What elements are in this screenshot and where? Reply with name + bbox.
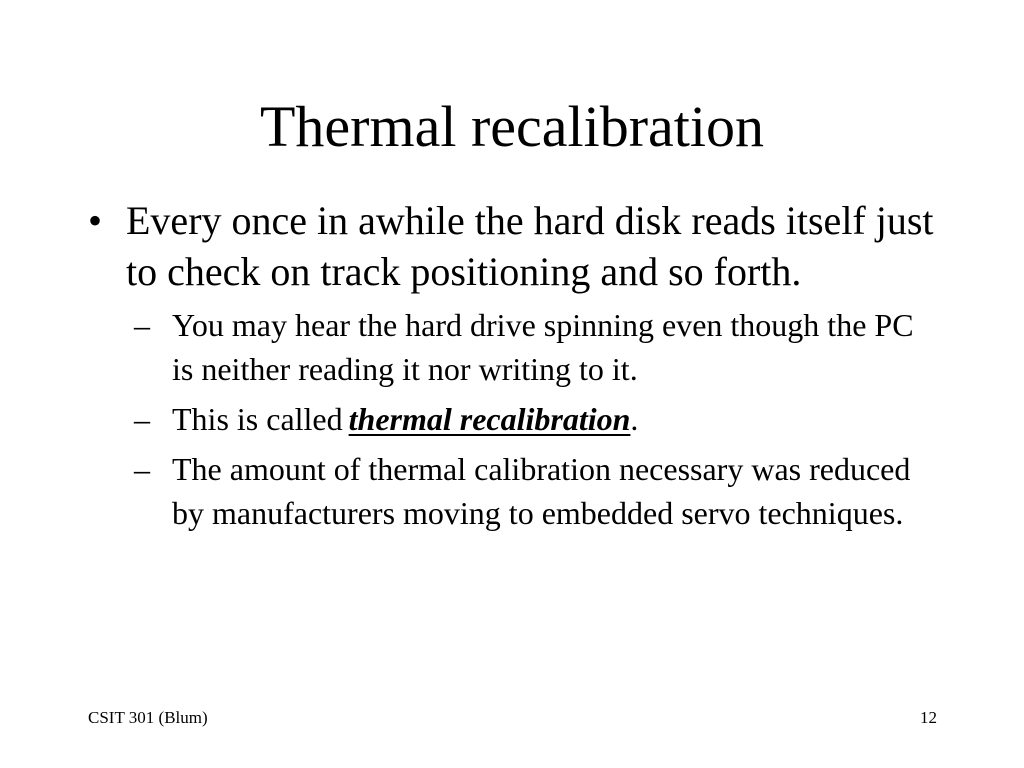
sub-bullet-marker: –	[134, 451, 150, 487]
bullet-text: Every once in awhile the hard disk reads itself just to check on track positioning and so forth.	[126, 198, 934, 294]
sub-bullet-item	[134, 397, 938, 441]
slide-title: Thermal recalibration	[259, 94, 765, 159]
sub-bullet-item	[134, 303, 938, 391]
footer-course-label: CSIT 301 (Blum)	[88, 708, 208, 727]
slide-body	[88, 195, 938, 541]
slide-number: 12	[920, 708, 937, 727]
bullet-marker: •	[88, 198, 103, 243]
highlighted-term: thermal recalibration	[348, 401, 631, 437]
sub-bullet-text: The amount of thermal calibration necessary was reduced by manufacturers moving to embedded servo techniques.	[172, 451, 911, 531]
sub-bullet-text-after: .	[630, 401, 639, 437]
sub-bullet-marker: –	[134, 307, 150, 343]
sub-bullet-marker: –	[134, 401, 150, 437]
sub-bullet-text: You may hear the hard drive spinning even though the PC is neither reading it nor writing to it.	[172, 307, 914, 387]
sub-bullet-text-before: This is called	[172, 401, 343, 437]
sub-bullet-item	[134, 447, 938, 535]
bullet-item	[88, 195, 938, 297]
